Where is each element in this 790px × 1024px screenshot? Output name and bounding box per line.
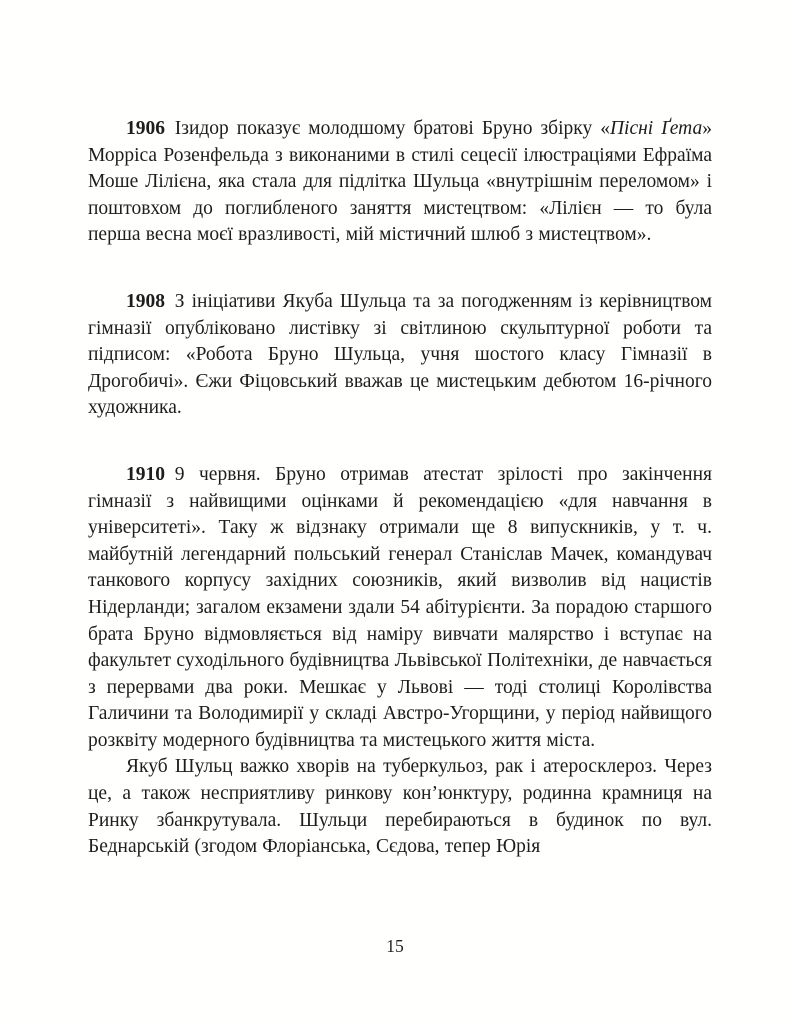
page-number: 15 <box>386 936 404 956</box>
paragraphs-container <box>88 116 712 861</box>
paragraph <box>88 289 712 422</box>
text-run: Якуб Шульц важко хворів на туберкульоз, рак і атеросклероз. Через це, а також несприятливу ринкову кон’юнктуру, родинна крамниця на Ринку збанкрутувала. Шульци перебираються в будинок по вул. Беднарській (згодом Флоріанська, Сєдова, тепер Юрія <box>88 756 712 858</box>
paragraph <box>88 462 712 755</box>
text-run: 9 червня. Бруно отримав атестат зрілості про закінчення гімназії з найвищими оцінками й рекомендацією «для навчання в університеті». Таку ж відзнаку отримали ще 8 випускників, у т. ч. майбутній легендарний польський генерал Станіслав Мачек, командувач танкового корпусу західних союзників, який визволив від нацистів Нідерланди; загалом екзамени здали 54 абітурієнти. За порадою старшого брата Бруно відмовляється від наміру вивчати малярство і вступає на факультет суходільного будівництва Львівської Політехніки, де навчається з перервами два роки. Мешкає у Львові — тоді столиці Королівства Галичини та Володимирії у складі Австро-Угорщини, у період найвищого розквіту модерного будівництва та мистецького життя міста. <box>88 463 712 751</box>
book-title: Пісні Ґета <box>609 118 703 139</box>
paragraph <box>88 754 712 860</box>
text-run: » Морріса Розенфельда з виконаними в стилі сецесії ілюстраціями Ефраїма Моше Лілієна, яка стала для підлітка Шульца «внутрішнім переломом» і поштовхом до поглибленого заняття мистецтвом: «Лілієн — то була перша весна моєї вразливості, мій містичний шлюб з мистецтвом». <box>88 118 712 246</box>
paragraph <box>88 116 712 249</box>
year-label: 1906 <box>126 118 175 139</box>
text-run: Ізидор показує молодшому братові Бруно збірку « <box>174 118 610 139</box>
year-label: 1908 <box>126 290 175 312</box>
year-label: 1910 <box>126 463 175 485</box>
text-run: З ініціативи Якуба Шульца та за погодженням із керівництвом гімназії опубліковано листівку зі світлиною скульптурної роботи та підписом: «Робота Бруно Шульца, учня шостого класу Гімназії в Дрогобичі». Єжи Фіцовський вважав це мистецьким дебютом 16-річного художника. <box>88 290 712 419</box>
